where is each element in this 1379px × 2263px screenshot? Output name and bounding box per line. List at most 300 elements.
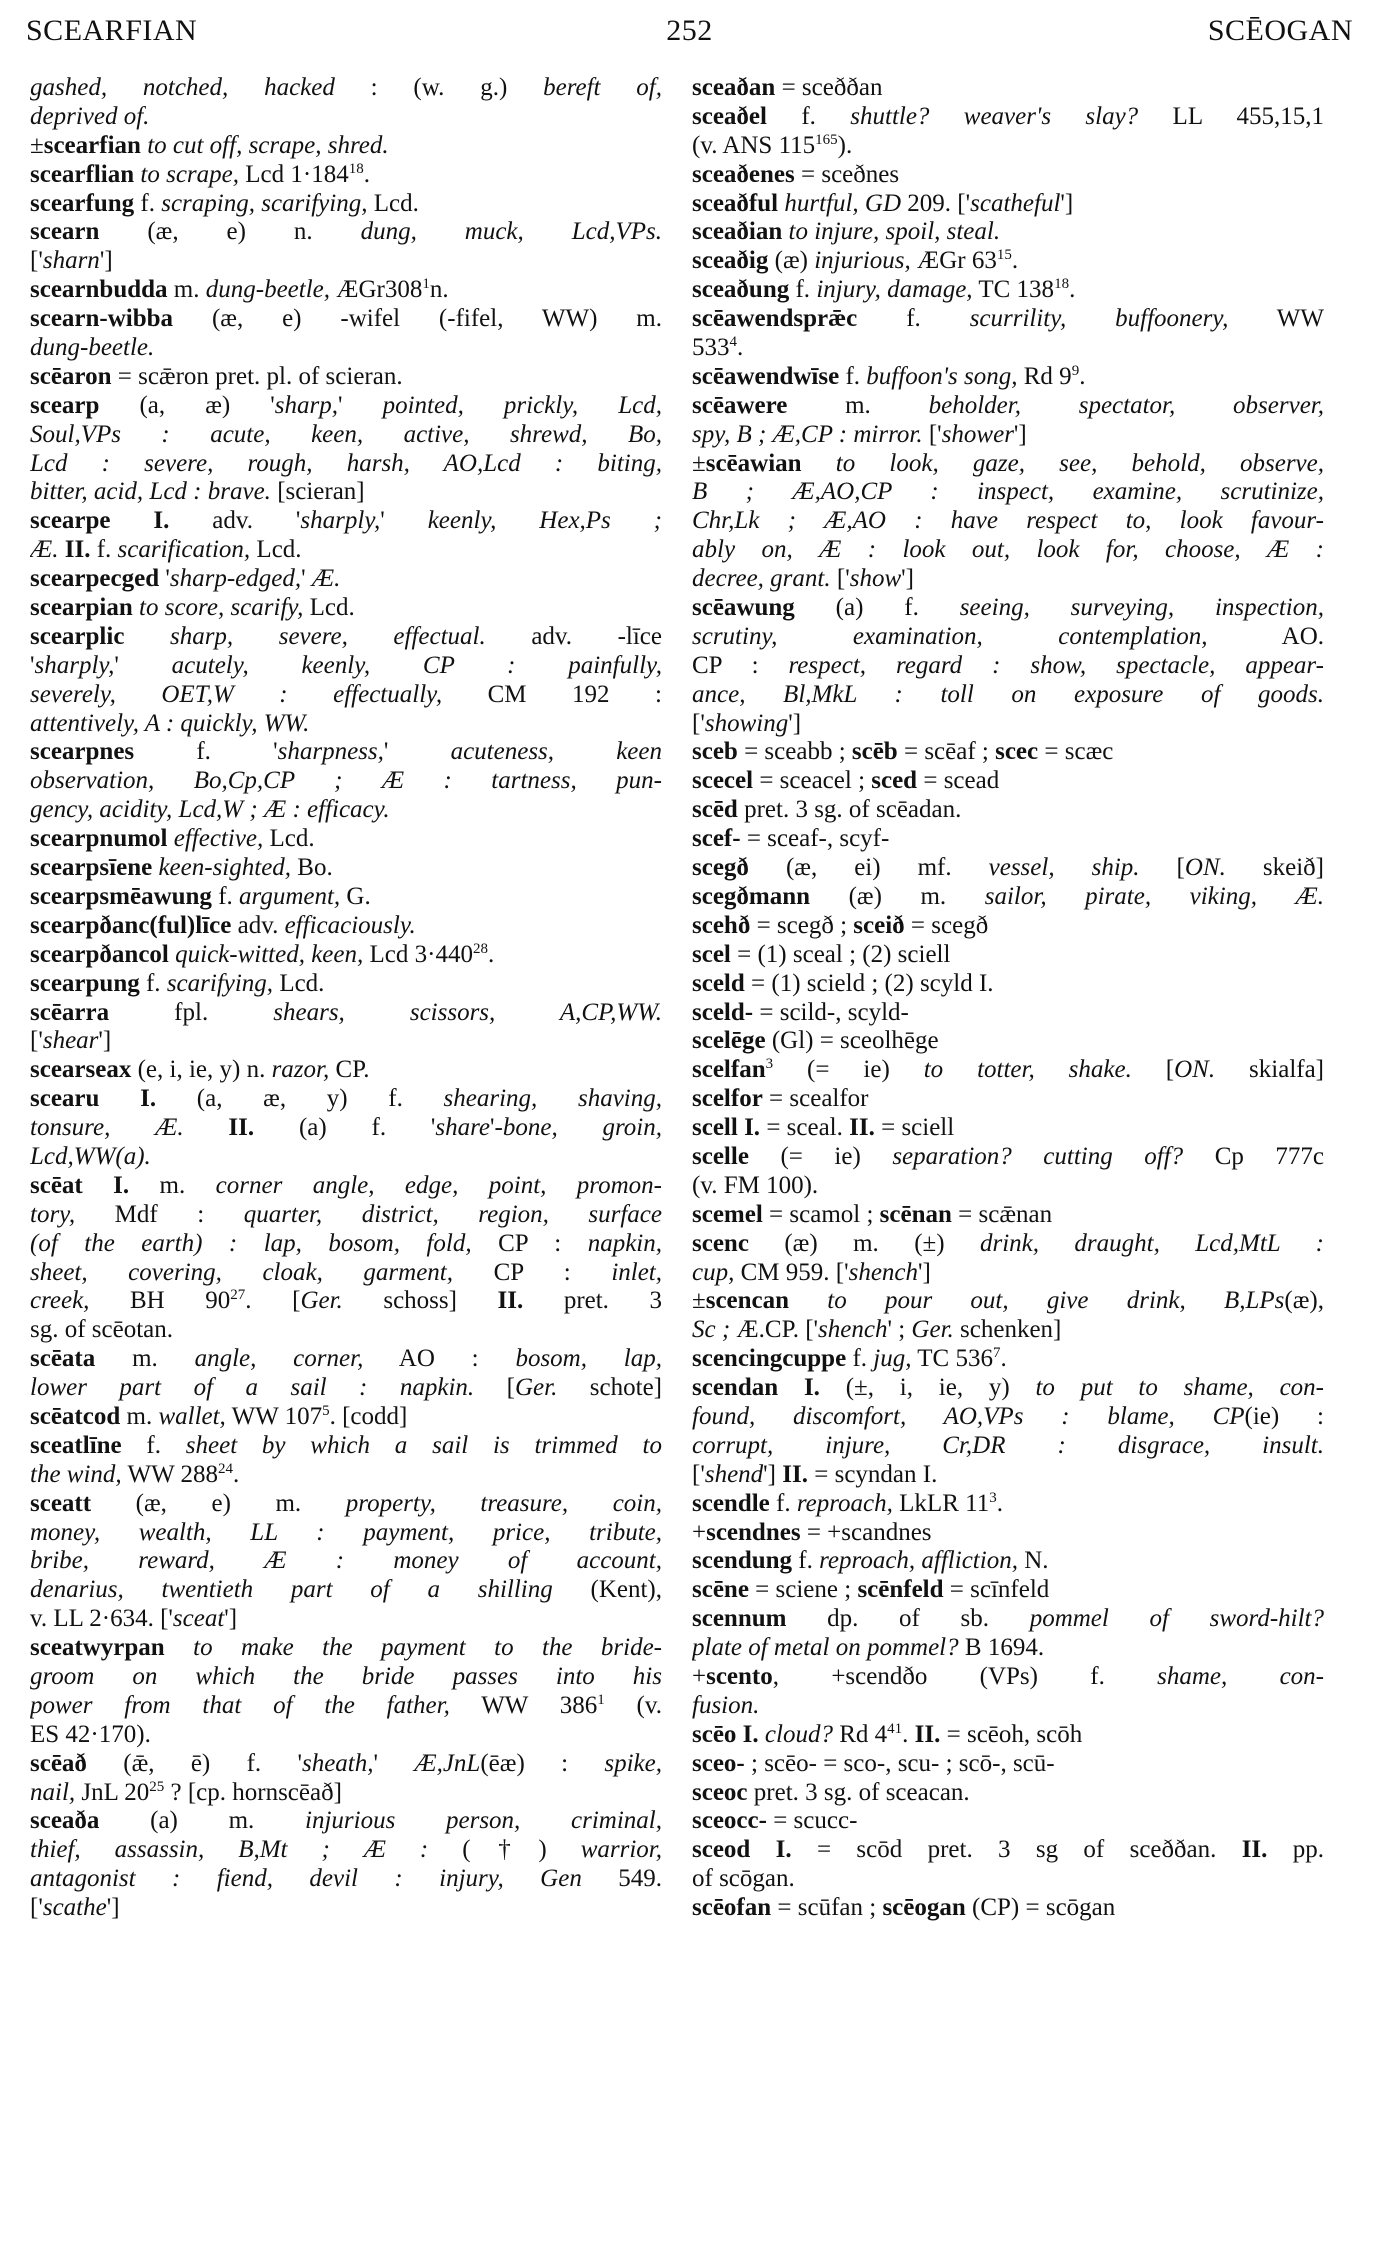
dictionary-line	[692, 1403, 1324, 1432]
definition-text: scrutiny, examination, contemplation,	[692, 622, 1208, 650]
text-run: AO.	[1207, 622, 1324, 650]
text-run: 549.	[581, 1865, 662, 1893]
headword: scearpðanc(ful)līce	[30, 911, 232, 939]
text-run: Mdf :	[75, 1200, 244, 1228]
definition-text: separation? cutting off?	[892, 1142, 1184, 1170]
dictionary-line	[30, 825, 662, 854]
headword: sceoc	[692, 1778, 748, 1806]
definition-text: plate of metal on pommel?	[692, 1634, 959, 1662]
headword: scendan	[692, 1374, 779, 1402]
dictionary-line	[30, 1807, 662, 1836]
dictionary-line	[692, 883, 1324, 912]
definition-text: angle, corner,	[194, 1345, 364, 1373]
dictionary-line	[692, 1114, 1324, 1143]
definition-text: injury, damage,	[816, 276, 973, 304]
definition-text: drink, draught, Lcd,MtL :	[979, 1229, 1324, 1257]
headword: scehð	[692, 911, 751, 939]
dictionary-line	[692, 1287, 1324, 1316]
headword: scearplic	[30, 622, 125, 650]
text-run: TC 536	[911, 1345, 993, 1373]
definition-text: sheet by which a sail is trimmed to	[185, 1431, 662, 1459]
headword: scearpsīene	[30, 854, 153, 882]
dictionary-line	[30, 1403, 662, 1432]
dictionary-line	[692, 1432, 1324, 1461]
headword: sceod	[692, 1836, 751, 1864]
definition-text: Æ.	[311, 565, 341, 593]
headword: scēne	[692, 1576, 749, 1604]
text-run: [	[1139, 854, 1185, 882]
dictionary-line	[692, 1490, 1324, 1519]
definition-text: sharp,	[274, 391, 339, 419]
dictionary-line	[30, 1634, 662, 1663]
headword: scēawian	[705, 449, 802, 477]
text-run: adv. -līce	[485, 622, 662, 650]
text-run: ).	[837, 131, 853, 159]
text-run	[802, 450, 836, 477]
text-run: f.	[134, 189, 162, 217]
text-run: Cp 777c	[1183, 1142, 1324, 1170]
dictionary-line	[692, 1374, 1324, 1403]
dictionary-line	[692, 1779, 1324, 1808]
headword: scecel	[692, 767, 754, 795]
text-run: ; scēo- = sco-, scu- ; scō-, scū-	[744, 1749, 1055, 1777]
text-run: m.	[787, 391, 929, 419]
definition-text: to injure, spoil, steal.	[788, 218, 1001, 246]
text-run: = scæc	[1038, 738, 1114, 766]
dictionary-line	[692, 507, 1324, 536]
dictionary-line	[692, 450, 1324, 479]
definition-text: thief, assassin, B,Mt ; Æ :	[30, 1836, 429, 1864]
text-run: = sceacel ;	[753, 767, 872, 795]
text-run: ']	[788, 709, 802, 737]
text-run: (†)	[428, 1836, 581, 1864]
headword: scef-	[692, 825, 741, 853]
definition-text: to score, scarify,	[139, 594, 304, 622]
definition-text: shear	[42, 1027, 99, 1055]
text-run: ']	[99, 247, 113, 275]
superscript: 3	[989, 1489, 997, 1506]
dictionary-line	[692, 1605, 1324, 1634]
text-run: = scead	[917, 767, 1000, 795]
text-run: N.	[1017, 1547, 1049, 1575]
text-run: .	[737, 334, 744, 362]
text-run: CP :	[471, 1229, 588, 1257]
text-run: = scegð	[904, 911, 989, 939]
headword: II.	[64, 536, 91, 564]
headword: sceaðful	[692, 189, 779, 217]
dictionary-line	[30, 161, 662, 190]
dictionary-line	[30, 103, 662, 132]
headword: scēo	[692, 1720, 737, 1748]
text-run: dp. of sb.	[786, 1605, 1030, 1633]
text-run: Æ.CP. ['	[730, 1316, 819, 1344]
text-run: = scegð ;	[750, 911, 854, 939]
headword: sceatwyrpan	[30, 1634, 165, 1662]
text-run: Rd 4	[832, 1720, 888, 1748]
text-run: LkLR 11	[892, 1489, 990, 1517]
headword: scearfian	[43, 131, 141, 159]
text-run: '	[114, 651, 172, 679]
definition-text: to cut off, scrape, shred.	[147, 131, 389, 159]
text-run	[111, 507, 154, 534]
definition-text: sharply,	[300, 507, 381, 535]
headword: scenc	[692, 1229, 749, 1257]
headword: scēb	[851, 738, 898, 766]
headword: scēofan	[692, 1894, 772, 1922]
headword: scēatcod	[30, 1402, 121, 1430]
text-run: .	[1011, 247, 1019, 275]
dictionary-line	[30, 1316, 662, 1345]
headword: sceg	[692, 854, 737, 882]
dictionary-line	[30, 1721, 662, 1750]
dictionary-line	[692, 710, 1324, 739]
dictionary-line	[30, 652, 662, 681]
dictionary-line	[692, 132, 1324, 161]
headword: sceið	[853, 911, 905, 939]
text-run: = scucc-	[766, 1807, 858, 1835]
dictionary-line	[692, 825, 1324, 854]
headword: sceatlīne	[30, 1431, 122, 1459]
headword: sceaðel	[692, 102, 767, 130]
definition-text: reproach,	[796, 1489, 893, 1517]
dictionary-line	[30, 190, 662, 219]
headword: scēogan	[882, 1894, 966, 1922]
dictionary-line	[692, 1172, 1324, 1201]
headword: scendnes	[706, 1518, 801, 1546]
definition-text: Sc ;	[692, 1316, 731, 1344]
text-run: (±, i, ie, y)	[819, 1374, 1036, 1402]
dictionary-line	[30, 1894, 662, 1923]
dictionary-line	[692, 565, 1324, 594]
dictionary-line	[30, 1836, 662, 1865]
dictionary-line	[30, 767, 662, 796]
text-run: (v. FM 100).	[692, 1171, 819, 1199]
dictionary-line	[692, 276, 1324, 305]
definition-text: pommel of sword-hilt?	[1029, 1605, 1324, 1633]
text-run: f.	[121, 1431, 186, 1459]
dictionary-line	[692, 1085, 1324, 1114]
headword: scearseax	[30, 1056, 132, 1084]
dictionary-line	[692, 1316, 1324, 1345]
text-run: ' ;	[887, 1316, 912, 1344]
dictionary-line	[30, 623, 662, 652]
text-run: ±	[692, 1287, 706, 1315]
dictionary-line	[30, 970, 662, 999]
definition-text: spy, B ; Æ,CP : mirror.	[692, 420, 923, 448]
text-run: CM 959. ['	[734, 1258, 849, 1286]
definition-text: the wind,	[30, 1460, 122, 1488]
definition-text: shears, scissors, A,CP,WW.	[273, 998, 662, 1026]
text-run: (æ) m. (±)	[748, 1229, 980, 1257]
text-run: (Kent),	[552, 1576, 662, 1604]
headword: scec	[995, 738, 1039, 766]
definition-text: antagonist : fiend, devil : injury, Gen	[30, 1865, 582, 1893]
header-right-headword: SCĒOGAN	[1207, 14, 1353, 47]
text-run: = scealfor	[762, 1085, 869, 1113]
text-run: = scamol ;	[762, 1200, 880, 1228]
text-run: v. LL 2·634. ['	[30, 1605, 173, 1633]
superscript: 24	[217, 1460, 233, 1477]
dictionary-line	[692, 1750, 1324, 1779]
definition-text: fusion.	[692, 1691, 760, 1719]
text-run	[184, 1114, 229, 1141]
dictionary-line	[30, 1750, 662, 1779]
text-run: = sceððan	[775, 74, 883, 101]
dictionary-line	[30, 796, 662, 825]
text-run: '	[30, 651, 35, 679]
text-run	[165, 1634, 193, 1661]
definition-text: sceat	[172, 1605, 225, 1633]
headword: II.	[782, 1460, 808, 1488]
text-run: WW 288	[121, 1460, 218, 1488]
dictionary-line	[30, 392, 662, 421]
dictionary-line	[30, 1461, 662, 1490]
text-run: (ǣ, ē) f. '	[86, 1749, 302, 1777]
text-run	[789, 1287, 827, 1314]
text-run: f.	[766, 102, 851, 130]
dictionary-line	[692, 1692, 1324, 1721]
text-run: m.	[129, 1171, 216, 1199]
definition-text: injurious person, criminal,	[305, 1807, 662, 1835]
dictionary-line	[30, 334, 662, 363]
text-run: '	[383, 738, 451, 766]
headword: scearpsmēawung	[30, 882, 212, 910]
definition-text: scathe	[42, 1894, 107, 1922]
definition-text: acutely, keenly, CP : painfully,	[171, 651, 662, 679]
definition-text: to pour out, give drink, B,LPs	[827, 1287, 1285, 1315]
text-run: ']	[224, 1605, 238, 1633]
text-run: ['	[30, 1894, 43, 1922]
dictionary-line	[692, 796, 1324, 825]
text-run: f.	[90, 536, 118, 564]
definition-text: warrior,	[580, 1836, 662, 1864]
text-run: = scǣnan	[951, 1200, 1053, 1228]
dictionary-line	[30, 421, 662, 450]
dictionary-line	[30, 999, 662, 1028]
dictionary-line	[692, 363, 1324, 392]
text-run: .	[363, 160, 370, 188]
dictionary-line	[30, 1056, 662, 1085]
text-run: ['	[922, 420, 942, 448]
text-run: Lcd 1·184	[239, 160, 349, 188]
dictionary-line	[30, 218, 662, 247]
text-run: G.	[340, 882, 371, 910]
dictionary-line	[30, 594, 662, 623]
definition-text: ably on, Æ : look out, look for, choose, Æ :	[692, 536, 1324, 564]
headword: sceo-	[692, 1749, 745, 1777]
text-run: (æ)	[768, 247, 815, 275]
dictionary-line	[692, 594, 1324, 623]
definition-text: B ; Æ,AO,CP : inspect, examine, scrutinize,	[692, 478, 1324, 506]
definition-text: gency, acidity, Lcd,W ; Æ : efficacy.	[30, 796, 390, 824]
text-run: = sceðnes	[794, 160, 900, 188]
definition-text: dung-beetle.	[30, 334, 155, 362]
text-run: skeið]	[1225, 854, 1324, 882]
dictionary-line	[692, 1201, 1324, 1230]
text-run: = +scandnes	[800, 1518, 932, 1546]
text-run: Lcd.	[303, 594, 355, 622]
text-run: (æ),	[1284, 1287, 1324, 1315]
text-run: skialfa]	[1215, 1056, 1324, 1084]
text-run: WW	[1228, 305, 1324, 333]
definition-text: ON.	[1184, 854, 1226, 882]
headword: II.	[497, 1287, 524, 1315]
superscript: 1	[422, 276, 430, 293]
text-run: ['	[692, 1460, 705, 1488]
text-run: Lcd.	[273, 969, 325, 997]
definition-text: Soul,VPs : acute, keen, active, shrewd, Bo,	[30, 420, 662, 448]
text-run: schenken]	[953, 1316, 1062, 1344]
headword: II.	[914, 1720, 941, 1748]
headword: I.	[140, 1085, 157, 1113]
dictionary-line	[692, 1056, 1324, 1085]
text-run: ']	[1013, 420, 1027, 448]
text-run: f.	[789, 276, 817, 304]
dictionary-line	[30, 305, 662, 334]
text-run: = scēaf ;	[897, 738, 996, 766]
text-run: Lcd 3·440	[363, 940, 473, 968]
dictionary-line	[692, 421, 1324, 450]
definition-text: sheet, covering, cloak, garment,	[30, 1258, 453, 1286]
text-run: '	[380, 507, 428, 535]
text-run: ['	[830, 565, 850, 593]
headword: scēawendsprǣc	[692, 305, 858, 333]
headword: I.	[742, 1720, 759, 1748]
definition-text: to put to shame, con-	[1035, 1374, 1324, 1402]
dictionary-line	[30, 1490, 662, 1519]
dictionary-line	[692, 681, 1324, 710]
text-run: f.	[846, 1345, 874, 1373]
text-run: = scyndan I.	[807, 1460, 938, 1488]
headword: I.	[153, 507, 170, 535]
text-run: ']	[901, 565, 914, 593]
text-run: ['	[30, 247, 43, 275]
text-run: ±	[692, 449, 706, 477]
text-run: .	[1069, 276, 1076, 304]
dictionary-line	[30, 1201, 662, 1230]
definition-text: gashed, notched, hacked	[30, 74, 335, 101]
text-run: Bo.	[291, 854, 333, 882]
dictionary-line	[30, 941, 662, 970]
dictionary-line	[692, 652, 1324, 681]
text-run: 533	[692, 334, 730, 362]
definition-text: jug,	[873, 1345, 912, 1373]
superscript: 18	[348, 160, 364, 177]
headword: scell	[692, 1114, 738, 1142]
text-run: Rd 9	[1017, 362, 1072, 390]
text-run: f.	[139, 969, 167, 997]
text-run: (ēæ) :	[480, 1749, 605, 1777]
dictionary-line	[692, 941, 1324, 970]
dictionary-line	[692, 536, 1324, 565]
definition-text: sharp-edged,	[169, 565, 302, 593]
definition-text: power from that of the father,	[30, 1691, 450, 1719]
headword: scearpnumol	[30, 825, 168, 853]
headword: scennum	[692, 1605, 787, 1633]
headword: scearpecged	[30, 565, 160, 593]
headword: I.	[113, 1171, 130, 1199]
dictionary-line	[30, 1027, 662, 1056]
definition-text: severely, OET,W : effectually,	[30, 680, 443, 708]
definition-text: dung-beetle,	[205, 276, 331, 304]
text-run: CP.	[329, 1056, 370, 1084]
definition-text: shench	[818, 1316, 888, 1344]
text-run: pret. 3 sg. of sceacan.	[747, 1778, 970, 1806]
superscript: 18	[1054, 276, 1070, 293]
text-run: (ie) :	[1244, 1402, 1324, 1430]
definition-text: Chr,Lk ; Æ,AO : have respect to, look favour-	[692, 507, 1324, 535]
dictionary-line	[30, 536, 662, 565]
text-run: (a, æ, y) f.	[156, 1085, 444, 1113]
text-run: CP :	[692, 651, 789, 679]
text-run: n.	[429, 276, 449, 304]
definition-text: creek,	[30, 1287, 90, 1315]
text-run: m.	[120, 1402, 159, 1430]
text-run: Lcd.	[250, 536, 302, 564]
dictionary-line	[692, 161, 1324, 190]
dictionary-line	[692, 305, 1324, 334]
superscript: 25	[149, 1778, 165, 1795]
definition-text: deprived of.	[30, 102, 150, 130]
text-run: .	[1000, 1345, 1007, 1373]
headword: sceaðig	[692, 247, 769, 275]
superscript: 41	[887, 1720, 903, 1737]
text-run: [	[474, 1374, 515, 1402]
dictionary-line	[692, 1519, 1324, 1548]
text-run: TC 138	[972, 276, 1055, 304]
definition-text: bosom, lap,	[515, 1345, 662, 1373]
headword: scearpe	[30, 507, 111, 535]
definition-text: nail,	[30, 1778, 76, 1806]
definition-text: bribe, reward, Æ : money of account,	[30, 1547, 662, 1575]
text-run: f.	[857, 305, 970, 333]
definition-text: keenly, Hex,Ps ;	[427, 507, 662, 535]
dictionary-line	[30, 247, 662, 276]
headword: scearpðancol	[30, 940, 169, 968]
definition-text: observation, Bo,Cp,CP ; Æ : tartness, pun-	[30, 767, 662, 795]
dictionary-line	[692, 1259, 1324, 1288]
dictionary-line	[692, 1663, 1324, 1692]
definition-text: Lcd : severe, rough, harsh, AO,Lcd : biting,	[30, 449, 662, 477]
dictionary-line	[692, 970, 1324, 999]
headword: ð	[736, 854, 749, 882]
dictionary-line	[692, 854, 1324, 883]
definition-text: sheath,	[301, 1749, 374, 1777]
dictionary-line	[692, 1547, 1324, 1576]
text-run: pret. 3	[523, 1287, 662, 1315]
headword: scegðmann	[692, 882, 811, 910]
dictionary-line	[692, 392, 1324, 421]
text-run: [	[1131, 1056, 1175, 1084]
text-run: '-	[490, 1114, 503, 1142]
text-run: = scǣron pret. pl. of scieran.	[111, 362, 403, 390]
definition-text: share	[435, 1114, 491, 1142]
definition-text: reproach, affliction,	[819, 1547, 1018, 1575]
text-run: (a) m.	[99, 1807, 305, 1835]
headword: sceaðung	[692, 276, 790, 304]
headword: scendung	[692, 1547, 793, 1575]
definition-text: scatheful	[970, 189, 1061, 217]
text-run: (v. ANS 115	[692, 131, 816, 159]
superscript: 27	[230, 1287, 246, 1304]
text-run: [scieran]	[270, 478, 365, 506]
dictionary-line	[30, 1114, 662, 1143]
headword: scelfan	[692, 1056, 766, 1084]
headword: scēd	[692, 796, 738, 824]
definition-text: sharp, severe, effectual.	[169, 622, 486, 650]
text-run: ÆGr308	[330, 276, 423, 304]
headword: scearpnes	[30, 738, 135, 766]
